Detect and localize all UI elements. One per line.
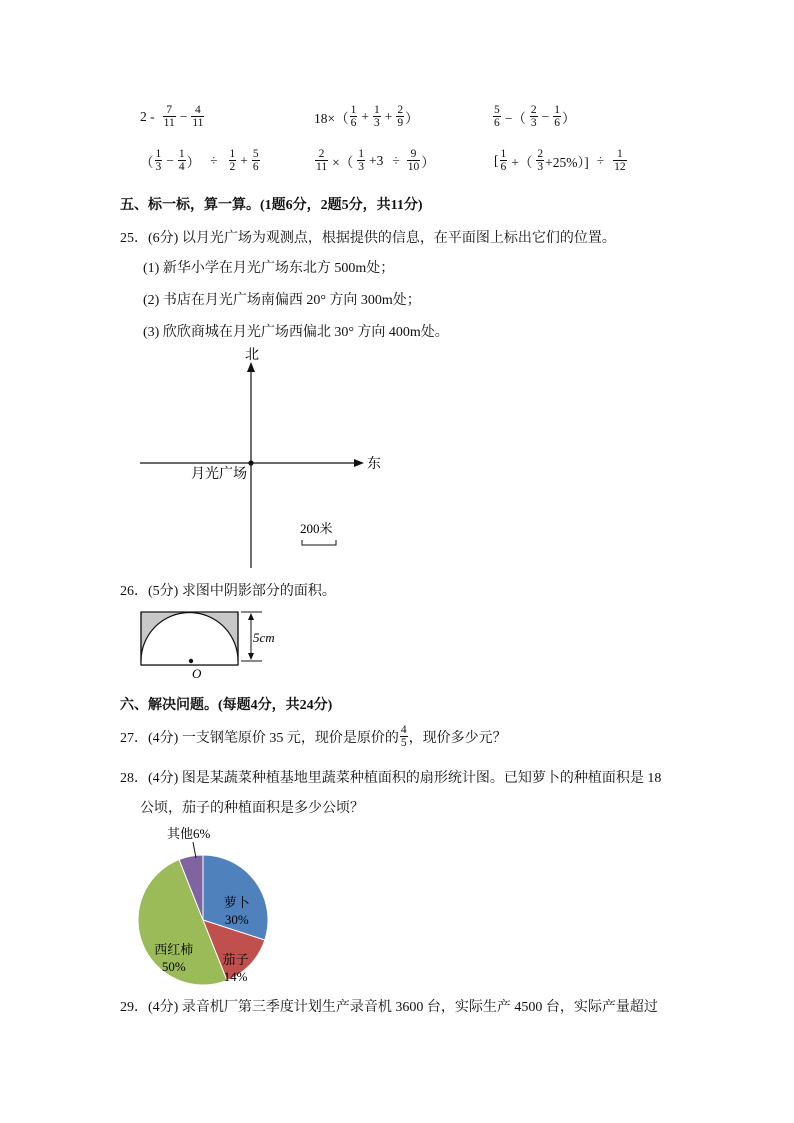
expr-6: [ $\frac{1}{6}$ +（ $\frac{2}{3}$ +25%）] ÷ $\frac{1}{12}$ [494, 148, 626, 174]
fraction: $\frac{2}{11}$ [316, 148, 328, 174]
dim-arrow-up-icon [248, 613, 254, 620]
origin-point [248, 460, 253, 465]
expr-5: $\frac{2}{11}$ ×（ $\frac{1}{3}$ +3 ÷ $\frac{9}{10}$ ） [316, 148, 435, 174]
fraction: $\frac{7}{11}$ [163, 104, 175, 130]
fraction: $\frac{1}{12}$ [614, 148, 626, 174]
fraction: $\frac{1}{3}$ [374, 104, 380, 130]
center-point [189, 659, 193, 663]
dimension-label: 5cm [253, 630, 275, 645]
expr-2: 18×（ $\frac{1}{6}$ + $\frac{1}{3}$ + $\frac{2}{9}$ ） [314, 104, 419, 130]
fraction: $\frac{1}{3}$ [155, 148, 162, 174]
q25-item-1: (1) 新华小学在月光广场东北方 500m处； [143, 261, 395, 276]
fraction: $\frac{2}{3}$ [530, 104, 537, 130]
pie-label-茄子: 茄子 [222, 952, 249, 968]
q28-line-2: 公顷，茄子的种植面积是多少公顷？ [140, 801, 364, 816]
section-5-title: 五、标一标，算一算。(1题6分，2题5分，共11分) [120, 198, 423, 213]
fraction: $\frac{1}{4}$ [178, 148, 185, 174]
origin-label: 月光广场 [191, 467, 247, 482]
scale-bar [302, 540, 336, 545]
east-arrow-icon [354, 459, 364, 467]
fraction: $\frac{2}{3}$ [537, 148, 544, 174]
expr-text: 2 - [140, 108, 155, 124]
pie-label-其他: 其他6% [167, 826, 211, 841]
q28-line-1: 28．(4分) 图是某蔬菜种植基地里蔬菜种植面积的扇形统计图。已知萝卜的种植面积是 18 [120, 771, 662, 786]
q25-heading: 25．(6分) 以月光广场为观测点，根据提供的信息，在平面图上标出它们的位置。 [120, 231, 616, 246]
fraction: $\frac{2}{9}$ [397, 104, 404, 130]
fraction: $\frac{5}{6}$ [494, 104, 500, 130]
pie-label-萝卜: 萝卜 [223, 895, 250, 910]
scale-label: 200米 [300, 521, 333, 536]
pie-value-西红柿: 50% [161, 958, 186, 974]
pie-value-茄子: 14% [223, 969, 248, 985]
pie-chart [130, 820, 290, 990]
fraction: $\frac{1}{2}$ [229, 148, 236, 174]
section-6-title: 六、解决问题。(每题4分，共24分) [120, 698, 333, 713]
expr-1: 2 - $\frac{7}{11}$ − $\frac{4}{11}$ [140, 104, 204, 130]
fraction: $\frac{1}{6}$ [350, 104, 357, 130]
dim-arrow-down-icon [248, 653, 254, 660]
q25-item-3: (3) 欣欣商城在月光广场西偏北 30° 方向 400m处。 [143, 325, 449, 340]
fraction: $\frac{1}{3}$ [358, 148, 364, 174]
center-label: O [192, 666, 202, 681]
fraction: $\frac{4}{11}$ [192, 104, 204, 130]
q27: 27．(4分) 一支钢笔原价 35 元，现价是原价的 $\frac{4}{5}$ ，现价多少元？ [120, 724, 507, 750]
fraction: $\frac{1}{6}$ [554, 104, 560, 130]
expr-4: （ $\frac{1}{3}$ − $\frac{1}{4}$ ） ÷ $\frac{1}{2}$ + $\frac{5}{6}$ [140, 148, 259, 174]
east-label: 东 [367, 457, 381, 472]
pie-label-西红柿: 西红柿 [154, 941, 194, 957]
pie-value-萝卜: 30% [224, 912, 249, 927]
q25-item-2: (2) 书店在月光广场南偏西 20° 方向 300m处； [143, 293, 421, 308]
q26-heading: 26．(5分) 求图中阴影部分的面积。 [120, 584, 336, 599]
north-arrow-icon [247, 362, 255, 372]
north-label: 北 [245, 348, 259, 363]
fraction: $\frac{4}{5}$ [400, 724, 407, 750]
fraction: $\frac{1}{6}$ [500, 148, 507, 174]
expr-3: $\frac{5}{6}$ −（ $\frac{2}{3}$ − $\frac{1}{6}$ ） [494, 104, 576, 130]
fraction: $\frac{5}{6}$ [252, 148, 259, 174]
shaded-area-figure [120, 604, 310, 682]
q29-line-1: 29．(4分) 录音机厂第三季度计划生产录音机 3600 台，实际生产 4500 台，实际产量超过 [120, 1000, 658, 1015]
fraction: $\frac{9}{10}$ [407, 148, 420, 174]
